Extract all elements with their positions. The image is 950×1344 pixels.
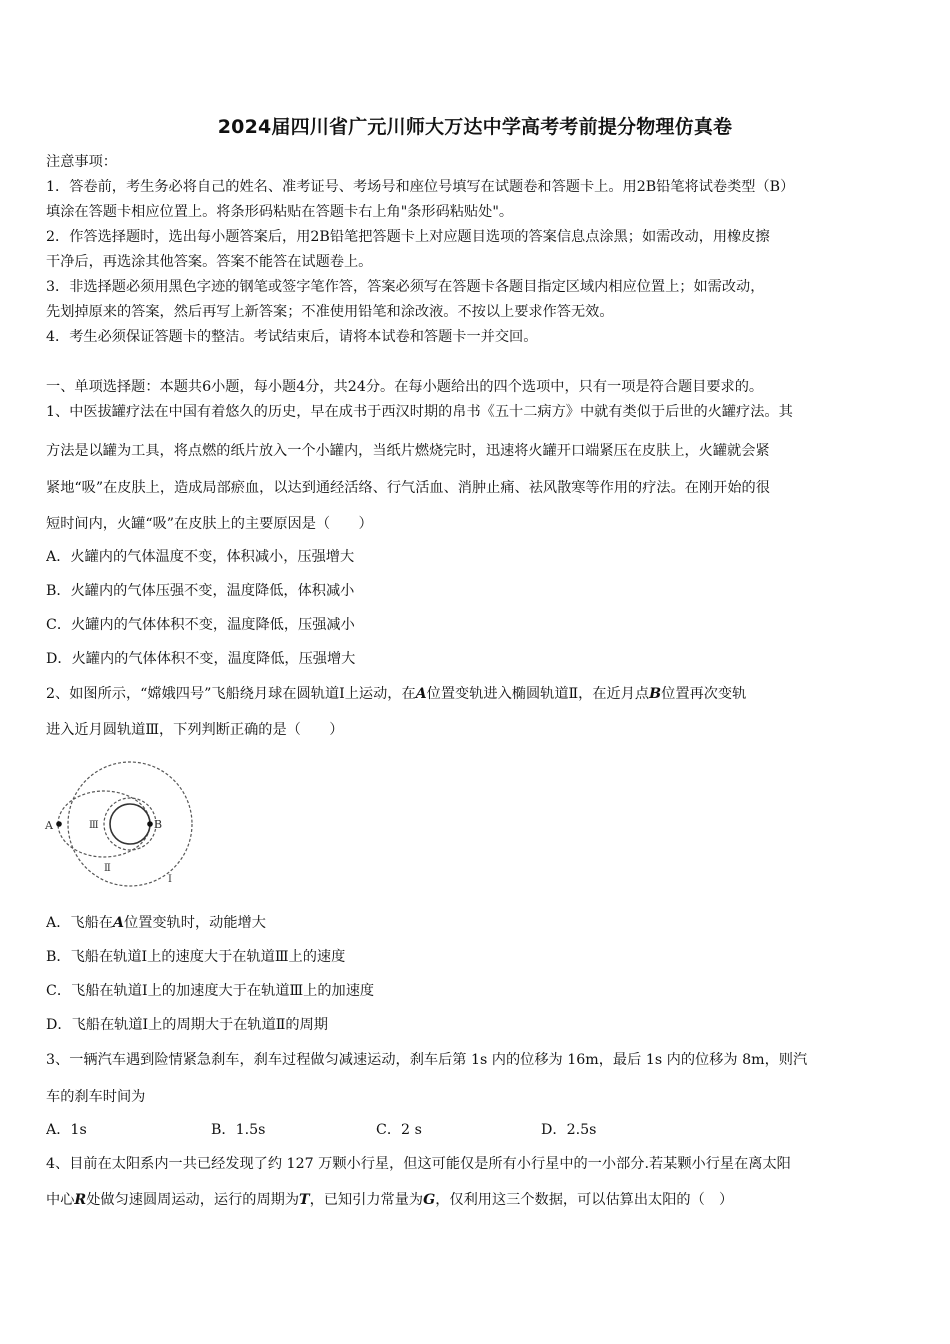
question-3-option-c: C．2 s xyxy=(376,1122,422,1138)
note-1-line-1: 1．答卷前，考生务必将自己的姓名、准考证号、考场号和座位号填写在试题卷和答题卡上。用2B铅笔将试卷类型（B） xyxy=(46,179,795,195)
exam-title: 2024届四川省广元川师大万达中学高考考前提分物理仿真卷 xyxy=(217,116,733,138)
question-2-option-b: B．飞船在轨道Ⅰ上的速度大于在轨道Ⅲ上的速度 xyxy=(46,949,346,965)
note-4: 4．考生必须保证答题卡的整洁。考试结束后，请将本试卷和答题卡一并交回。 xyxy=(46,329,538,345)
question-1-line-4: 短时间内，火罐“吸”在皮肤上的主要原因是（ ） xyxy=(46,516,373,532)
note-3-line-1: 3．非选择题必须用黑色字迹的钢笔或签字笔作答，答案必须写在答题卡各题目指定区域内相应位置上；如需改动， xyxy=(46,279,765,295)
question-1-line-2: 方法是以罐为工具，将点燃的纸片放入一个小罐内，当纸片燃烧完时，迅速将火罐开口端紧压在皮肤上，火罐就会紧 xyxy=(46,443,770,459)
question-1-line-1: 1、中医拔罐疗法在中国有着悠久的历史，早在成书于西汉时期的帛书《五十二病方》中就有类似于后世的火罐疗法。其 xyxy=(46,404,793,420)
question-2-option-c: C．飞船在轨道Ⅰ上的加速度大于在轨道Ⅲ上的加速度 xyxy=(46,983,375,999)
question-2-line-1 xyxy=(46,684,906,704)
question-2-option-a xyxy=(46,913,906,933)
var-g: G xyxy=(423,1192,436,1208)
note-3-line-2: 先划掉原来的答案，然后再写上新答案；不准使用铅笔和涂改液。不按以上要求作答无效。 xyxy=(46,304,614,320)
point-b xyxy=(147,821,153,827)
question-3-options xyxy=(46,1120,906,1140)
orbit-diagram xyxy=(40,756,200,890)
var-a: A xyxy=(415,686,427,702)
q4-text: 中心 xyxy=(46,1192,75,1208)
label-ii: Ⅱ xyxy=(104,863,111,874)
var-r: R xyxy=(74,1192,87,1208)
var-t: T xyxy=(299,1192,310,1208)
question-3-option-d: D．2.5s xyxy=(541,1122,597,1138)
notes-heading: 注意事项： xyxy=(46,154,117,170)
q2-text: 位置再次变轨 xyxy=(661,686,747,702)
question-1-option-d: D．火罐内的气体体积不变，温度降低，压强增大 xyxy=(46,651,356,667)
label-a: A xyxy=(45,819,53,832)
question-1-option-c: C．火罐内的气体体积不变，温度降低，压强减小 xyxy=(46,617,355,633)
var-a: A xyxy=(113,915,125,931)
question-4-line-1: 4、目前在太阳系内一共已经发现了约 127 万颗小行星，但这可能仅是所有小行星中的一小部分.若某颗小行星在离太阳 xyxy=(46,1156,791,1172)
note-2-line-1: 2．作答选择题时，选出每小题答案后，用2B铅笔把答题卡上对应题目选项的答案信息点涂黑；如需改动，用橡皮擦 xyxy=(46,229,770,245)
question-3-option-b: B．1.5s xyxy=(211,1122,266,1138)
point-a xyxy=(56,821,62,827)
question-3-line-1: 3、一辆汽车遇到险情紧急刹车，刹车过程做匀减速运动，刹车后第 1s 内的位移为 16m，最后 1s 内的位移为 8m，则汽 xyxy=(46,1052,808,1068)
question-3-option-a: A．1s xyxy=(46,1122,87,1138)
var-b: B xyxy=(649,686,662,702)
section-heading: 一、单项选择题：本题共6小题，每小题4分，共24分。在每小题给出的四个选项中，只有一项是符合题目要求的。 xyxy=(46,379,764,395)
question-1-line-3: 紧地“吸”在皮肤上，造成局部瘀血，以达到通经活络、行气活血、消肿止痛、祛风散寒等作用的疗法。在刚开始的很 xyxy=(46,480,770,496)
moon xyxy=(110,804,150,844)
q4-text: ，已知引力常量为 xyxy=(309,1192,424,1208)
label-iii: Ⅲ xyxy=(89,820,99,831)
question-4-line-2 xyxy=(46,1190,906,1210)
q4-text: ，仅利用这三个数据，可以估算出太阳的（ ） xyxy=(435,1192,734,1208)
q2-text: 2、如图所示，“嫦娥四号”飞船绕月球在圆轨道Ⅰ上运动，在 xyxy=(46,686,416,702)
note-1-line-2: 填涂在答题卡相应位置上。将条形码粘贴在答题卡右上角"条形码粘贴处"。 xyxy=(46,204,514,220)
question-1-option-b: B．火罐内的气体压强不变，温度降低，体积减小 xyxy=(46,583,355,599)
question-2-line-2: 进入近月圆轨道Ⅲ，下列判断正确的是（ ） xyxy=(46,722,344,738)
question-1-option-a: A．火罐内的气体温度不变，体积减小，压强增大 xyxy=(46,549,355,565)
label-b: B xyxy=(154,818,163,831)
label-i: Ⅰ xyxy=(168,874,172,885)
q2-option-text: A．飞船在 xyxy=(46,915,113,931)
question-3-line-2: 车的刹车时间为 xyxy=(46,1089,146,1105)
question-2-option-d: D．飞船在轨道Ⅰ上的周期大于在轨道Ⅱ的周期 xyxy=(46,1017,328,1033)
q2-option-text: 位置变轨时，动能增大 xyxy=(124,915,266,931)
q4-text: 处做匀速圆周运动，运行的周期为 xyxy=(86,1192,300,1208)
note-2-line-2: 干净后，再选涂其他答案。答案不能答在试题卷上。 xyxy=(46,254,373,270)
q2-text: 位置变轨进入椭圆轨道Ⅱ，在近月点 xyxy=(426,686,650,702)
